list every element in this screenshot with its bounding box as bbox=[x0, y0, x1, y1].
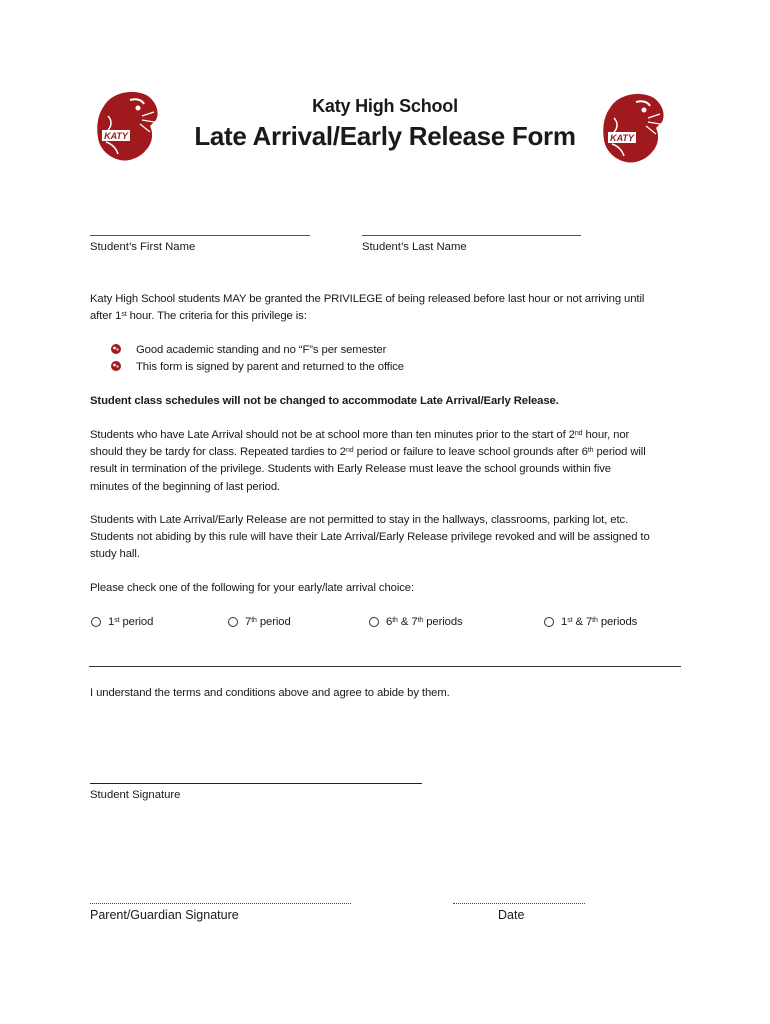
radio-1st-7th-periods[interactable] bbox=[544, 617, 554, 627]
date-field[interactable] bbox=[453, 903, 585, 904]
radio-6th-7th-periods[interactable] bbox=[369, 617, 379, 627]
date-label: Date bbox=[498, 908, 525, 922]
radio-7th-period[interactable] bbox=[228, 617, 238, 627]
student-signature-label: Student Signature bbox=[90, 789, 181, 801]
choice-label-6th-7th-periods: 6th & 7th periods bbox=[386, 616, 463, 628]
choice-label-7th-period: 7th period bbox=[245, 616, 291, 628]
first-name-field[interactable] bbox=[90, 235, 310, 236]
student-signature-field[interactable] bbox=[90, 783, 422, 784]
school-name: Katy High School bbox=[312, 96, 458, 116]
hallway-rules: Students with Late Arrival/Early Release are not permitted to stay in the hallways, classrooms, parking lot, etc. Students not abiding by this rule will have their Late Arrival/Early Release privilege revoked and will be assigned to study hall. bbox=[90, 514, 650, 561]
agreement-text: I understand the terms and conditions above and agree to abide by them. bbox=[90, 687, 450, 699]
choice-label-1st-7th-periods: 1st & 7th periods bbox=[561, 616, 638, 628]
first-name-label: Student’s First Name bbox=[90, 241, 196, 253]
form-title: Late Arrival/Early Release Form bbox=[194, 121, 576, 151]
svg-text:KATY: KATY bbox=[610, 133, 634, 143]
choice-label-1st-period: 1st period bbox=[108, 616, 154, 628]
last-name-field[interactable] bbox=[362, 235, 581, 236]
paw-bullet-icon bbox=[110, 360, 122, 372]
radio-1st-period[interactable] bbox=[91, 617, 101, 627]
schedule-notice: Student class schedules will not be changed to accommodate Late Arrival/Early Release. bbox=[90, 395, 559, 407]
criteria-item: Good academic standing and no “F”s per semester bbox=[136, 344, 387, 356]
choice-prompt: Please check one of the following for your early/late arrival choice: bbox=[90, 582, 415, 594]
parent-signature-field[interactable] bbox=[90, 903, 351, 904]
late-arrival-rules: Students who have Late Arrival should not be at school more than ten minutes prior to the start of 2nd hour, nor should they be tardy for class. Repeated tardies to 2nd period or failure to leave school grounds after 6th period will result in termination of the privilege. Students with Early Release must leave the school grounds within five minutes of the beginning of last period. bbox=[90, 429, 646, 493]
intro-paragraph: Katy High School students MAY be granted the PRIVILEGE of being released before last hour or not arriving until after 1st hour. The criteria for this privilege is: bbox=[90, 293, 645, 323]
svg-text:KATY: KATY bbox=[104, 131, 128, 141]
parent-signature-label: Parent/Guardian Signature bbox=[90, 908, 239, 922]
criteria-item: This form is signed by parent and returned to the office bbox=[136, 361, 404, 373]
last-name-label: Student’s Last Name bbox=[362, 241, 467, 253]
section-divider bbox=[89, 666, 681, 667]
paw-bullet-icon bbox=[110, 343, 122, 355]
